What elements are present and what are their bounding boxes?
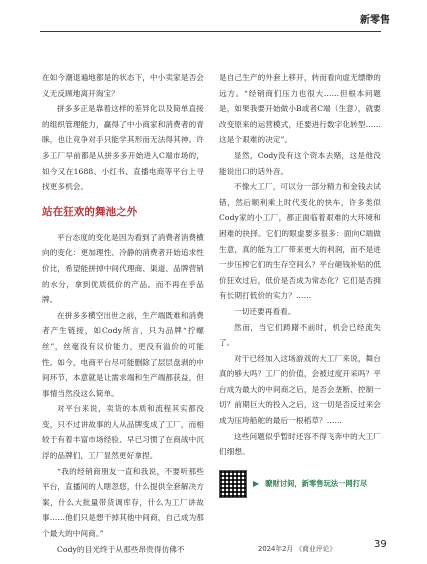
qr-caption: 瞭财讨间，新零售玩法一网打尽 [265,479,368,489]
paragraph: 不像大工厂，可以分一部分精力和金钱去试错，然后顺利乘上时代变化的快车，许多类似Cody家的小工厂，都正面临着艰难的大环境和困难的抉择。它们的眼虚要多很多：面向C端做生意，真的能为工厂带来更大的利润，而不是进一步压榨它们的生存空间么？平台砸钱补贴的低价狂欢过后，低价是否成为常态化？它们是否拥有长期打低价的实力？…… [219,182,381,301]
paragraph: Cody的目光终于从那些昂贵得仿佛不 [57,544,185,554]
paragraph: 拼多多正是靠着这样的差异化以及简单直接的组织管理能力，赢得了中小商家和消费者的青睐，也让竞争对手只能学其形而无法得其神。许多工厂早前都是从拼多多开始进入C端市场的，如今又在1688、小红书、直播电商等平台上寻找更多机会。 [42,104,204,192]
paragraph: “我的经销商朋友一直和我说，不要听那些平台，直播间的人瞎忽悠，什么提供全套解决方案，什么大批量带货调库存，什么为工厂讲故事……他们只是想干掉其他中间商，自己成为那个最大的中间商。” [42,466,204,539]
section-label: 新零售 [360,15,390,26]
paragraph: 这些问题似乎暂时还容不得飞奔中的大工厂们细想。 [219,431,381,457]
paragraph: 在拼多多横空出世之前，生产端既难和消费者产生链接，如Cody所言，只为品牌“拧螺丝”，丝毫没有议价能力，更没有溢价的可能性。如今，电商平台尽可能删除了层层盘剥的中间环节，本意就是让需求端和生产端都获益，但事情当然没这么简单。 [42,310,204,398]
paragraph: 平台态度的变化是因为看到了消费者消费横向的变化：更加理性、冷静的消费者开始追求性价比，希望能拼掉中间代理商、渠道、品牌营销的水分，拿到优质低价的产品。而不再在乎品牌。 [42,232,204,305]
paragraph: 一切还要再看看。 [234,306,296,316]
paragraph: 在如今潮退遍地都是的状态下，中小卖家是否会义无反顾地离开淘宝？ [42,73,204,98]
paragraph: 是自己生产的外套上移开，转而看向虚无缥缈的远方。“经销商们压力也很大……但根本问题是，如果我要开始做小B或者C端（生意），就要改变原来的运营模式，还要进行数字化转型……这是个艰难的决定”。 [219,73,381,145]
paragraph: 然而，当它们踌躇不前时，机会已经流失了。 [219,322,381,348]
paragraph: 对平台来说，卖货的本质和流程其实都没变，只不过讲故事的人从品牌变成了工厂，而相较于有着丰富市场经验、早已习惯了在商战中沉浮的品牌们，工厂显然更好拿捏。 [42,404,204,461]
left-column [42,70,204,557]
page-number: 39 [374,539,387,550]
publication-footer: 2024年2月 《商业评论》 [258,545,337,553]
header-divider [40,31,381,32]
section-heading: 站在狂欢的舞池之外 [42,205,138,218]
play-arrow-icon: ▶ [253,479,260,489]
right-column [219,70,381,498]
paragraph: 对于已经加入这场游戏的大工厂来说，舞台真的够大吗？工厂的价值，会被过度开采吗？平台成为最大的中间商之后，是否会垄断、控制一切？前期巨大的投入之后，这一切是否反过来会成为压垮船舵的最后一根稻草？…… [219,353,381,426]
qr-promo [219,470,381,498]
paragraph: 显然，Cody没有这个资本去赌，这是他没能说出口的话外音。 [219,150,381,176]
qr-code-icon [219,470,247,498]
